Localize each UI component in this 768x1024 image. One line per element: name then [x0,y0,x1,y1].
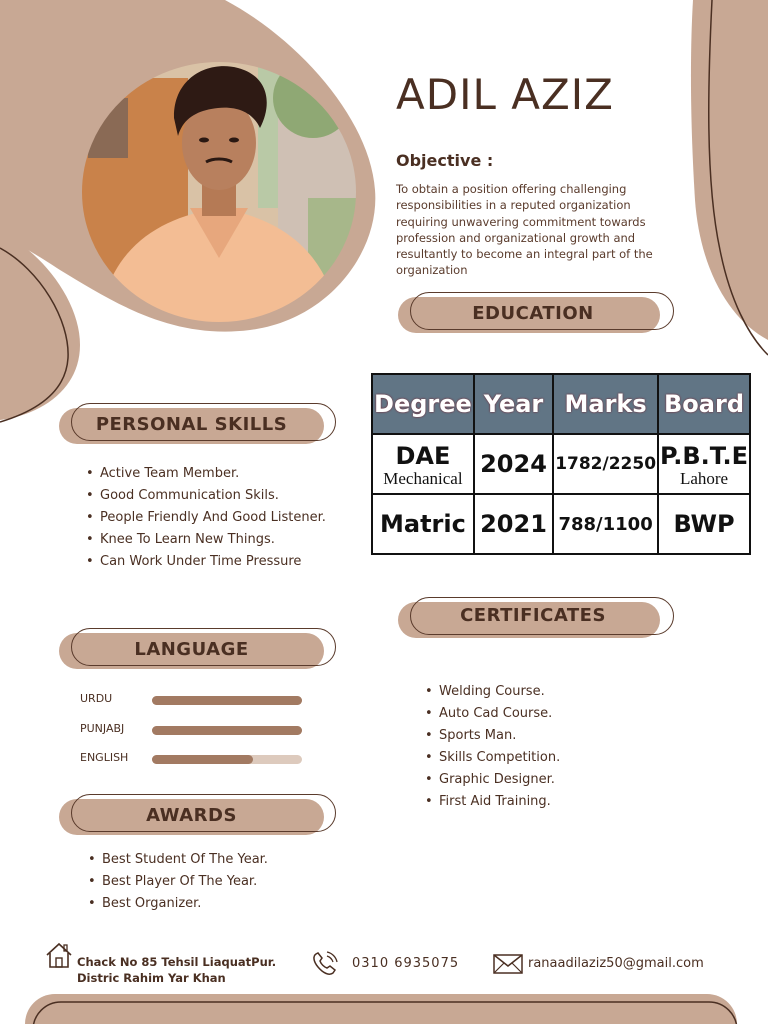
year-value: 2021 [480,510,547,538]
degree-cell [372,434,474,494]
degree-cell [372,494,474,554]
language-name: PUNJABJ [80,722,125,735]
personal-skills-list [86,466,326,569]
language-level-track [152,696,302,705]
year-value: 2024 [480,450,547,478]
board-subtitle: Lahore [679,468,729,488]
list-item: • Auto Cad Course. [439,706,560,721]
list-item: • Best Student Of The Year. [102,852,268,867]
address-line-1: Chack No 85 Tehsil LiaquatPur. [77,955,277,969]
education-table [371,373,751,555]
awards-heading: AWARDS [146,805,237,826]
language-level-fill [152,726,302,735]
objective-title: Objective : [396,151,494,170]
list-item: • First Aid Training. [439,794,560,809]
language-level-track [152,755,302,764]
candidate-name: ADIL AZIZ [396,70,614,119]
language-row-punjabi [80,719,310,739]
language-row-english [80,748,310,768]
marks-value: 1782/2250 [555,454,657,474]
degree-subtitle: Mechanical [383,468,463,488]
list-item: • Graphic Designer. [439,772,560,787]
list-item: • Active Team Member. [100,466,326,481]
table-header-degree: Degree [372,374,474,434]
address-line-2: Distric Rahim Yar Khan [77,971,226,985]
list-item: • Best Player Of The Year. [102,874,268,889]
board-name: BWP [673,510,735,538]
language-heading: LANGUAGE [134,639,249,660]
list-item: • Skills Competition. [439,750,560,765]
personal-skills-heading: PERSONAL SKILLS [95,414,288,435]
certificates-heading: CERTIFICATES [460,605,606,626]
list-item: • Welding Course. [439,684,560,699]
education-heading: EDUCATION [472,303,594,324]
table-header-board: Board [658,374,750,434]
home-icon [45,941,73,969]
list-item: • Best Organizer. [102,896,268,911]
list-item: • Knee To Learn New Things. [100,532,326,547]
list-item: • Good Communication Skils. [100,488,326,503]
marks-cell [553,434,658,494]
phone-number[interactable]: 0310 6935075 [352,956,460,971]
email-address[interactable]: ranaadilaziz50@gmail.com [528,956,704,971]
list-item: • People Friendly And Good Listener. [100,510,326,525]
table-header-marks: Marks [553,374,658,434]
language-level-fill [152,755,253,764]
certificates-list [425,684,560,809]
language-name: URDU [80,692,113,705]
profile-photo [78,58,360,326]
year-cell [474,494,553,554]
board-name: P.B.T.E [660,441,748,470]
language-name: ENGLISH [80,751,129,764]
objective-text: To obtain a position offering challenging responsibilities in a reputed organization requiring unwavering commitment towards profession and organizational growth and resultantly to become an integral part of the organization [396,182,653,278]
awards-list [88,852,268,911]
mail-icon [493,954,523,974]
board-cell [658,494,750,554]
marks-value: 788/1100 [558,513,653,535]
table-header-year: Year [474,374,553,434]
language-level-fill [152,696,302,705]
phone-icon [311,951,339,977]
table-row [372,494,750,554]
language-level-track [152,726,302,735]
marks-cell [553,494,658,554]
year-cell [474,434,553,494]
list-item: • Can Work Under Time Pressure [100,554,326,569]
language-row-urdu [80,689,310,709]
table-header-row [372,374,750,434]
list-item: • Sports Man. [439,728,560,743]
degree-name: DAE [395,441,451,470]
table-row [372,434,750,494]
degree-name: Matric [380,510,466,538]
board-cell [658,434,750,494]
address [77,954,276,986]
